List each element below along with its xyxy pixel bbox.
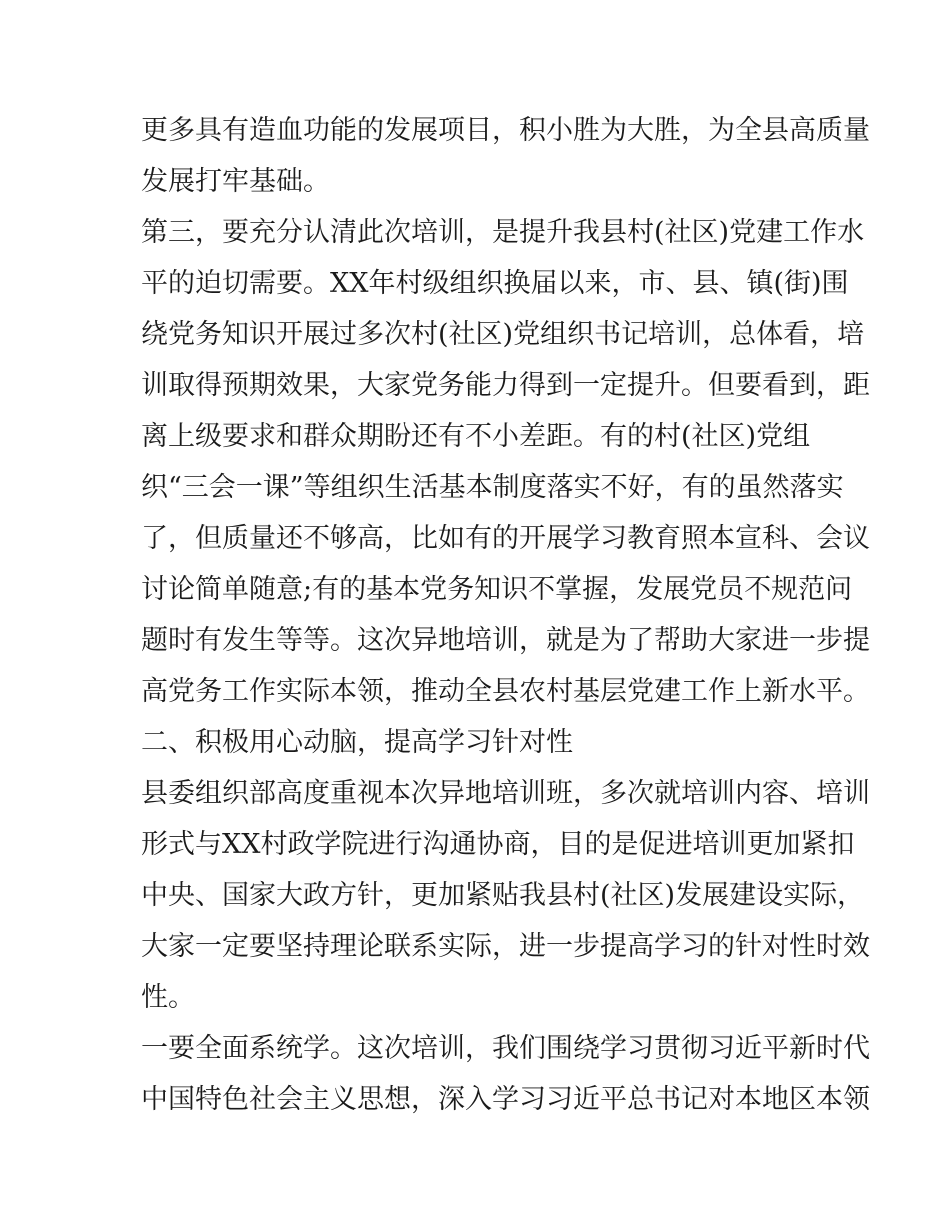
- text-line-19: 一要全面系统学。这次培训，我们围绕学习贯彻习近平新时代: [141, 1033, 870, 1064]
- text-line-17: 大家一定要坚持理论联系实际，进一步提高学习的针对性时效: [141, 931, 870, 962]
- section-heading: 二、积极用心动脑，提高学习针对性: [141, 727, 573, 758]
- text-line-10: 讨论简单随意;有的基本党务知识不掌握，发展党员不规范问: [141, 574, 853, 605]
- text-line-18: 性。: [141, 982, 195, 1013]
- text-line-6: 训取得预期效果，大家党务能力得到一定提升。但要看到，距: [141, 370, 870, 401]
- body-text: [141, 105, 870, 1125]
- text-line-20: 中国特色社会主义思想，深入学习习近平总书记对本地区本领: [141, 1084, 870, 1115]
- text-line-7: 离上级要求和群众期盼还有不小差距。有的村(社区)党组: [141, 421, 811, 452]
- text-line-14: 县委组织部高度重视本次异地培训班，多次就培训内容、培训: [141, 778, 870, 809]
- text-line-12: 高党务工作实际本领，推动全县农村基层党建工作上新水平。: [141, 676, 870, 707]
- text-line-15: 形式与XX村政学院进行沟通协商，目的是促进培训更加紧扣: [141, 829, 855, 860]
- text-line-3: 第三，要充分认清此次培训，是提升我县村(社区)党建工作水: [141, 217, 865, 248]
- text-line-1: 更多具有造血功能的发展项目，积小胜为大胜，为全县高质量: [141, 115, 870, 146]
- text-line-9: 了，但质量还不够高，比如有的开展学习教育照本宣科、会议: [141, 523, 870, 554]
- text-line-16: 中央、国家大政方针，更加紧贴我县村(社区)发展建设实际，: [141, 880, 865, 911]
- text-line-8: 织“三会一课”等组织生活基本制度落实不好，有的虽然落实: [141, 472, 844, 503]
- text-line-4: 平的迫切需要。XX年村级组织换届以来，市、县、镇(街)围: [141, 268, 849, 299]
- text-line-11: 题时有发生等等。这次异地培训，就是为了帮助大家进一步提: [141, 625, 870, 656]
- text-line-2: 发展打牢基础。: [141, 166, 330, 197]
- text-line-5: 绕党务知识开展过多次村(社区)党组织书记培训，总体看，培: [141, 319, 865, 350]
